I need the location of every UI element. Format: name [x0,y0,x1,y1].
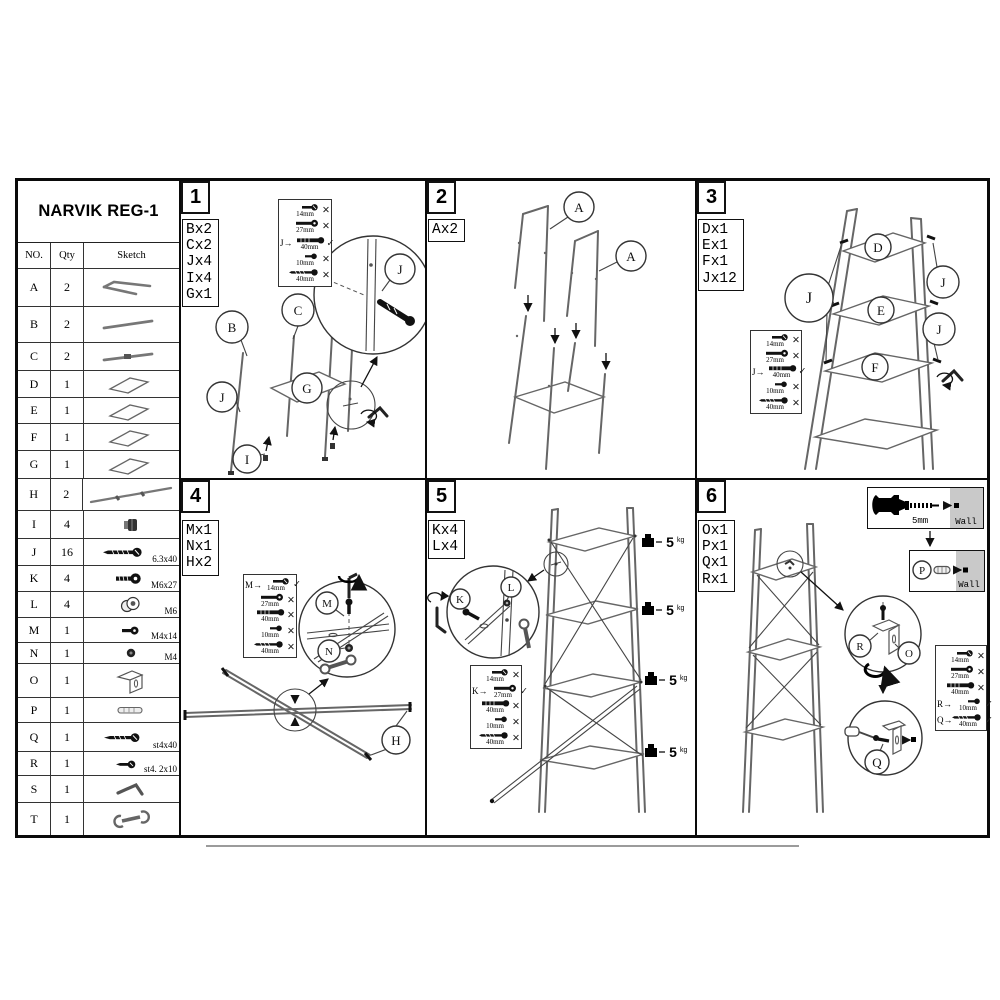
callout-letter: H [391,733,401,748]
callout-letter: A [574,200,584,215]
screw-size: 40mm [772,371,791,380]
part-code: Fx1 [702,254,729,271]
callout-letter: M [322,598,332,610]
cross-mark: ✕ [322,253,330,265]
part-no: M [18,618,51,642]
part-no: T [18,803,51,835]
part-sketch [84,664,179,697]
screw-size: 14mm [267,584,285,593]
callout-letter: N [325,646,333,658]
part-qty: 4 [51,592,84,617]
part-qty: 1 [51,723,84,751]
table-row [18,618,179,643]
screw-chart-row [472,684,528,700]
product-title: NARVIK REG-1 [18,181,179,243]
screw-size: 40mm [486,706,504,715]
screw-row-label: J→ [280,238,293,249]
screw-size: 10mm [486,722,504,731]
step-parts-list [698,520,735,592]
wall-plug-icon [910,551,983,589]
part-sketch [84,643,179,663]
screw-chart-row [245,624,295,640]
screw-icon [253,640,287,655]
screw-icon [758,380,792,395]
screw-chart-row [752,364,807,380]
table-row [18,269,179,307]
part-code: Dx1 [702,222,729,238]
part-size: M4 [164,652,177,662]
step-panel-6 [695,478,993,835]
screw-chart-row [245,577,301,593]
screw-size: 10mm [261,631,279,640]
part-sketch [84,424,179,450]
cross-mark: ✕ [977,682,985,694]
part-no: L [18,592,51,617]
screw-size: 27mm [951,671,969,680]
screw-icon [288,203,322,218]
screw-chart-row [245,639,295,655]
screw-chart-row [937,696,993,712]
screw-size: 10mm [296,258,314,267]
table-row [18,776,179,803]
callout-letter: K [456,594,464,606]
step-panel-5 [425,478,695,835]
callout-letter: L [507,582,515,594]
part-qty: 1 [51,776,84,802]
screw-selection-chart [750,330,807,414]
screw-selection-chart [470,665,528,749]
foot-clip [263,455,268,461]
screw-chart-row [280,202,330,218]
callout-letter: J [805,290,813,307]
step-parts-list [182,219,219,307]
part-sketch [84,803,179,835]
load-badge [642,602,685,618]
screw-row-label: J→ [752,366,765,377]
part-size: st4x40 [152,740,177,750]
screw-icon [765,364,799,379]
part-qty: 2 [51,307,84,342]
callout-letter: G [302,381,312,396]
screw-size: 10mm [766,387,784,396]
cross-mark: ✕ [792,382,800,394]
check-mark: ✓ [798,366,807,378]
screw-chart-row [280,218,330,234]
callout-letter: J [219,390,225,405]
part-no: P [18,698,51,722]
cross-mark: ✕ [512,701,520,713]
svg-text:kg: kg [677,605,685,612]
screw-chart-row [937,680,985,696]
part-no: E [18,398,51,423]
callout-letter: J [940,275,946,290]
part-no: S [18,776,51,802]
table-row [18,511,179,539]
svg-text:5: 5 [669,744,677,760]
part-size: st4. 2x10 [143,764,177,774]
part-code: Nx1 [186,539,213,556]
screw-icon [293,236,327,251]
screw-size: 40mm [766,402,784,411]
callout-letter: E [877,303,885,318]
part-code: Bx2 [186,222,213,238]
table-row [18,479,179,511]
col-header-no: NO. [18,243,51,268]
table-row [18,398,179,424]
part-qty: 1 [51,398,84,423]
part-code: Jx4 [186,254,213,271]
screw-row-label: M→ [245,579,263,590]
col-header-qty: Qty [51,243,84,268]
callout-letter: J [397,262,403,277]
part-no: Q [18,723,51,751]
cross-mark: ✕ [322,221,330,233]
callout-letter: R [856,641,864,653]
load-badge [645,744,688,760]
screw-chart-row [245,608,295,624]
cross-mark: ✕ [322,270,330,282]
step-number: 5 [427,480,456,513]
part-code: Mx1 [186,523,213,539]
part-qty: 1 [51,643,84,663]
part-no: I [18,511,51,538]
svg-text:5: 5 [669,672,677,688]
screw-icon [943,681,977,696]
part-qty: 16 [51,539,84,565]
screw-chart-row [937,648,985,664]
part-sketch [84,371,179,397]
step-panel-2 [425,181,695,478]
screw-row-label: Q→ [937,715,953,725]
screw-icon [478,715,512,730]
screw-size: 40mm [261,615,279,624]
part-sketch [83,479,179,510]
step-number: 6 [697,480,726,513]
allen-key-icon [937,371,962,385]
part-code: Ix4 [186,270,213,287]
screw-icon [486,684,520,699]
cross-mark: ✕ [287,626,295,638]
table-row [18,664,179,698]
screw-size: 40mm [951,687,969,696]
part-size: M6 [164,606,177,616]
screw-chart-row [937,712,993,728]
part-size: M6x27 [150,580,177,590]
part-qty: 2 [51,343,84,370]
part-code: Jx12 [702,270,737,287]
drill-depth-label: 5mm [912,516,929,526]
screw-size: 40mm [486,737,504,746]
screw-row-label: R→ [937,699,953,709]
part-qty: 4 [51,511,84,538]
screw-size: 14mm [766,340,784,349]
part-sketch [84,398,179,423]
screw-icon [943,649,977,664]
screw-size: 40mm [959,719,977,728]
part-sketch [84,566,179,591]
part-code: Ax2 [432,222,459,238]
screw-icon [478,731,512,746]
callout-letter: J [936,322,942,337]
cross-mark: ✕ [792,350,800,362]
screw-selection-chart [278,199,335,287]
callout-letter: P [918,565,926,577]
screw-icon [478,699,512,714]
part-no: K [18,566,51,591]
svg-text:kg: kg [677,537,685,544]
load-badge [645,672,688,688]
screw-chart-row [472,715,520,731]
table-row [18,566,179,592]
nut-l-glyph [504,600,511,607]
part-no: D [18,371,51,397]
screw-size: 40mm [300,242,319,251]
step-number: 1 [181,181,210,214]
step2-illustration [427,181,695,478]
check-mark: ✓ [293,579,301,591]
screw-chart-row [752,395,800,411]
screw-icon [253,608,287,623]
part-qty: 1 [51,451,84,478]
table-row [18,451,179,479]
cross-mark: ✕ [322,204,330,216]
screw-size: 10mm [959,703,977,712]
step-panel-4 [181,478,425,835]
part-code: Rx1 [702,571,729,588]
parts-table [18,181,181,835]
step-parts-list [428,520,465,559]
part-sketch [84,776,179,802]
check-mark: ✓ [985,714,993,726]
foot-clip [330,443,335,449]
part-code: Lx4 [432,539,459,556]
part-qty: 1 [51,371,84,397]
screw-chart-row [472,730,520,746]
part-sketch [84,723,179,751]
screw-size: 27mm [296,226,314,235]
callout-letter: B [227,320,237,335]
part-qty: 1 [51,803,84,835]
step5-illustration [427,480,695,835]
part-code: Hx2 [186,555,213,572]
step-number: 3 [697,181,726,214]
screw-icon [758,333,792,348]
part-sketch [84,343,179,370]
parts-table-body [18,269,179,835]
part-code: Px1 [702,539,729,556]
sheet-border [15,178,993,838]
part-code: Qx1 [702,555,729,572]
part-code: Kx4 [432,523,459,539]
check-mark: ✓ [985,698,993,710]
cross-mark: ✕ [977,666,985,678]
part-no: F [18,424,51,450]
table-row [18,307,179,343]
part-sketch [84,269,179,306]
base-shelf [515,382,604,413]
screw-icon [288,252,322,267]
part-no: C [18,343,51,370]
part-code: Ex1 [702,238,729,255]
table-row [18,371,179,398]
part-sketch [84,752,179,775]
screw-icon [288,219,322,234]
check-mark: ✓ [326,237,335,249]
svg-text:kg: kg [680,747,688,754]
step-parts-list [182,520,219,576]
screw-size: 14mm [951,655,969,664]
screw-chart-row [752,380,800,396]
plug-wall-box [909,550,985,592]
screw-size: 27mm [494,690,512,699]
screw-icon [951,697,985,712]
screw-icon [253,624,287,639]
nut-n-glyph [345,644,353,652]
part-sketch [84,511,179,538]
screw-chart-row [280,268,330,284]
cross-mark: ✕ [512,717,520,729]
step-panel-3 [695,181,987,478]
callout-letter: O [905,648,913,660]
part-sketch [84,539,179,565]
part-qty: 2 [51,479,84,510]
cross-mark: ✕ [512,670,520,682]
table-row [18,643,179,664]
cross-mark: ✕ [792,335,800,347]
part-size: 6.3x40 [152,554,177,564]
part-no: R [18,752,51,775]
part-qty: 1 [51,618,84,642]
part-sketch [84,618,179,642]
callout-letter: I [244,452,250,467]
screw-size: 27mm [766,355,784,364]
part-code: Ox1 [702,523,729,539]
cross-mark: ✕ [512,732,520,744]
part-no: J [18,539,51,565]
step-number: 2 [427,181,456,214]
screw-icon [478,668,512,683]
load-badge [642,534,685,550]
svg-text:5: 5 [666,602,674,618]
screw-icon [253,593,287,608]
screw-size: 27mm [261,599,279,608]
parts-table-header [18,243,179,269]
part-qty: 1 [51,698,84,722]
detail-circle-large [447,566,539,658]
screw-selection-chart [243,574,301,658]
step-panel-1 [181,181,425,478]
screw-chart-row [752,333,800,349]
part-no: G [18,451,51,478]
screw-row-label: K→ [472,686,488,697]
table-row [18,424,179,451]
cross-mark: ✕ [287,641,295,653]
screw-chart-row [245,593,295,609]
cross-mark: ✕ [287,610,295,622]
svg-text:kg: kg [680,675,688,682]
screw-size: 40mm [261,646,279,655]
table-row [18,752,179,776]
screw-icon [758,349,792,364]
screw-icon [288,268,322,283]
screw-icon [943,665,977,680]
part-qty: 1 [51,752,84,775]
part-no: N [18,643,51,663]
allen-key-icon [428,593,445,632]
col-header-sketch: Sketch [117,249,146,261]
part-qty: 4 [51,566,84,591]
cross-mark: ✕ [287,594,295,606]
part-qty: 2 [51,269,84,306]
svg-text:5: 5 [666,534,674,550]
part-code: Cx2 [186,238,213,255]
part-no: H [18,479,51,510]
shelf-bottom [815,419,937,449]
screw-chart-row [937,664,985,680]
screw-size: 14mm [296,209,314,218]
step-number: 4 [181,480,210,513]
table-row [18,723,179,752]
callout-letter: C [293,303,303,318]
part-no: A [18,269,51,306]
check-mark: ✓ [520,685,528,697]
screw-size: 14mm [486,675,504,684]
screw-chart-row [280,235,335,251]
callout-letter: Q [872,755,882,770]
step-parts-list [698,219,744,291]
callout-letter: A [626,249,636,264]
table-row [18,539,179,566]
part-sketch [84,307,179,342]
part-qty: 1 [51,664,84,697]
wall-label: Wall [955,517,977,527]
callout-letter: F [871,360,879,375]
screw-icon [951,713,985,728]
screw-icon [758,396,792,411]
next-page-edge [206,845,799,847]
part-sketch [84,592,179,617]
part-sketch [84,451,179,478]
drill-wall-box [867,487,984,529]
part-no: B [18,307,51,342]
screw-chart-row [472,699,520,715]
table-row [18,803,179,835]
table-row [18,592,179,618]
part-qty: 1 [51,424,84,450]
step-parts-list [428,219,465,242]
screw-chart-row [752,349,800,365]
screw-chart-row [472,668,520,684]
part-size: M4x14 [150,631,177,641]
part-code: Gx1 [186,286,213,303]
table-row [18,343,179,371]
screw-size: 40mm [296,275,314,284]
part-sketch [84,698,179,722]
screw-icon [259,577,293,592]
cross-mark: ✕ [792,397,800,409]
callout-letter: D [873,240,883,255]
cross-mark: ✕ [977,650,985,662]
screw-chart-row [280,251,330,267]
part-no: O [18,664,51,697]
screw-selection-chart [935,645,993,731]
table-row [18,698,179,723]
wall-label: Wall [958,580,980,590]
